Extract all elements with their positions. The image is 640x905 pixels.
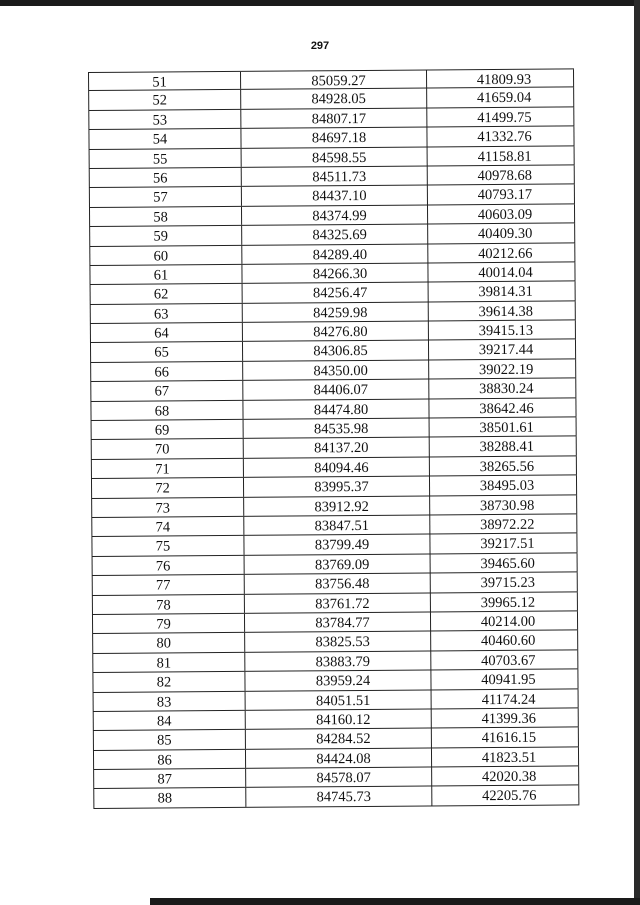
row-index-cell: 57 <box>89 187 241 207</box>
row-index-cell: 63 <box>90 304 242 324</box>
value-b-cell: 40978.68 <box>427 165 575 184</box>
value-b-cell: 38288.41 <box>429 437 577 456</box>
value-a-cell: 84266.30 <box>241 263 427 283</box>
value-a-cell: 84437.10 <box>241 186 427 206</box>
value-b-cell: 41332.76 <box>426 127 574 146</box>
value-a-cell: 83912.92 <box>243 496 429 516</box>
value-b-cell: 40460.60 <box>430 631 578 650</box>
value-b-cell: 40409.30 <box>427 224 575 243</box>
value-a-cell: 85059.27 <box>240 71 426 90</box>
value-a-cell: 84578.07 <box>245 768 431 788</box>
row-index-cell: 66 <box>90 362 242 382</box>
value-b-cell: 40703.67 <box>430 650 578 669</box>
value-b-cell: 42020.38 <box>431 766 579 785</box>
value-a-cell: 84094.46 <box>243 457 429 477</box>
value-b-cell: 41659.04 <box>426 88 574 107</box>
value-a-cell: 84745.73 <box>245 787 431 807</box>
value-b-cell: 39415.13 <box>428 321 576 340</box>
value-b-cell: 39814.31 <box>428 282 576 301</box>
value-b-cell: 40014.04 <box>427 262 575 281</box>
value-b-cell: 39217.51 <box>429 534 577 553</box>
row-index-cell: 78 <box>92 594 244 614</box>
scan-edge-bottom <box>150 898 640 905</box>
row-index-cell: 73 <box>91 497 243 517</box>
value-a-cell: 83769.09 <box>244 554 430 574</box>
scan-edge-top <box>0 0 640 6</box>
value-b-cell: 38495.03 <box>429 476 577 495</box>
value-a-cell: 84051.51 <box>245 690 431 710</box>
value-a-cell: 83825.53 <box>244 632 430 652</box>
value-b-cell: 38501.61 <box>429 417 577 436</box>
value-a-cell: 83761.72 <box>244 593 430 613</box>
row-index-cell: 60 <box>89 245 241 265</box>
row-index-cell: 64 <box>90 323 242 343</box>
value-a-cell: 84259.98 <box>242 302 428 322</box>
row-index-cell: 51 <box>88 72 240 91</box>
value-a-cell: 84424.08 <box>245 748 431 768</box>
value-b-cell: 39217.44 <box>428 340 576 359</box>
row-index-cell: 59 <box>89 226 241 246</box>
row-index-cell: 54 <box>88 129 240 149</box>
value-a-cell: 84374.99 <box>241 205 427 225</box>
value-a-cell: 84256.47 <box>242 283 428 303</box>
value-a-cell: 84350.00 <box>242 360 428 380</box>
row-index-cell: 68 <box>90 401 242 421</box>
value-a-cell: 84928.05 <box>240 89 426 109</box>
value-a-cell: 84406.07 <box>242 380 428 400</box>
value-b-cell: 40212.66 <box>427 243 575 262</box>
row-index-cell: 71 <box>91 459 243 479</box>
data-table <box>88 68 579 808</box>
value-a-cell: 84160.12 <box>245 709 431 729</box>
value-b-cell: 39715.23 <box>430 573 578 592</box>
value-b-cell: 41174.24 <box>431 689 579 708</box>
value-b-cell: 39022.19 <box>428 359 576 378</box>
value-b-cell: 41158.81 <box>427 146 575 165</box>
row-index-cell: 77 <box>92 575 244 595</box>
value-b-cell: 40793.17 <box>427 185 575 204</box>
value-b-cell: 41809.93 <box>426 69 574 87</box>
row-index-cell: 76 <box>92 556 244 576</box>
value-a-cell: 84598.55 <box>241 147 427 167</box>
value-b-cell: 39465.60 <box>430 553 578 572</box>
row-index-cell: 69 <box>91 420 243 440</box>
row-index-cell: 55 <box>89 148 241 168</box>
value-b-cell: 41399.36 <box>431 708 579 727</box>
row-index-cell: 84 <box>93 711 245 731</box>
row-index-cell: 52 <box>88 90 240 110</box>
value-a-cell: 84474.80 <box>242 399 428 419</box>
value-a-cell: 84511.73 <box>241 166 427 186</box>
value-b-cell: 38730.98 <box>429 495 577 514</box>
value-a-cell: 83784.77 <box>244 612 430 632</box>
value-b-cell: 41499.75 <box>426 107 574 126</box>
page-number: 297 <box>310 40 330 52</box>
row-index-cell: 61 <box>89 265 241 285</box>
value-a-cell: 83883.79 <box>244 651 430 671</box>
row-index-cell: 62 <box>90 284 242 304</box>
value-a-cell: 84289.40 <box>241 244 427 264</box>
value-a-cell: 83959.24 <box>244 671 430 691</box>
table-row <box>93 786 579 809</box>
value-b-cell: 42205.76 <box>431 786 579 805</box>
row-index-cell: 83 <box>93 691 245 711</box>
value-a-cell: 83847.51 <box>243 515 429 535</box>
value-b-cell: 38642.46 <box>428 398 576 417</box>
scan-edge-right <box>634 0 640 905</box>
row-index-cell: 85 <box>93 730 245 750</box>
row-index-cell: 56 <box>89 168 241 188</box>
row-index-cell: 70 <box>91 439 243 459</box>
value-a-cell: 84535.98 <box>243 419 429 439</box>
row-index-cell: 72 <box>91 478 243 498</box>
value-a-cell: 84807.17 <box>240 108 426 128</box>
value-a-cell: 83799.49 <box>243 535 429 555</box>
row-index-cell: 86 <box>93 750 245 770</box>
row-index-cell: 88 <box>93 788 245 808</box>
row-index-cell: 87 <box>93 769 245 789</box>
value-a-cell: 84137.20 <box>243 438 429 458</box>
row-index-cell: 58 <box>89 207 241 227</box>
row-index-cell: 82 <box>92 672 244 692</box>
row-index-cell: 81 <box>92 653 244 673</box>
value-b-cell: 39965.12 <box>430 592 578 611</box>
value-b-cell: 39614.38 <box>428 301 576 320</box>
value-a-cell: 84325.69 <box>241 225 427 245</box>
value-b-cell: 40941.95 <box>430 670 578 689</box>
row-index-cell: 80 <box>92 633 244 653</box>
row-index-cell: 79 <box>92 614 244 634</box>
row-index-cell: 53 <box>88 110 240 130</box>
value-a-cell: 84697.18 <box>240 128 426 148</box>
value-b-cell: 40603.09 <box>427 204 575 223</box>
row-index-cell: 74 <box>91 517 243 537</box>
row-index-cell: 75 <box>91 536 243 556</box>
row-index-cell: 65 <box>90 342 242 362</box>
value-a-cell: 84306.85 <box>242 341 428 361</box>
value-b-cell: 41823.51 <box>431 747 579 766</box>
value-b-cell: 41616.15 <box>431 728 579 747</box>
value-a-cell: 83995.37 <box>243 477 429 497</box>
value-a-cell: 83756.48 <box>244 574 430 594</box>
row-index-cell: 67 <box>90 381 242 401</box>
value-a-cell: 84284.52 <box>245 729 431 749</box>
value-b-cell: 38265.56 <box>429 456 577 475</box>
value-b-cell: 38972.22 <box>429 514 577 533</box>
value-a-cell: 84276.80 <box>242 322 428 342</box>
value-b-cell: 40214.00 <box>430 611 578 630</box>
value-b-cell: 38830.24 <box>428 379 576 398</box>
